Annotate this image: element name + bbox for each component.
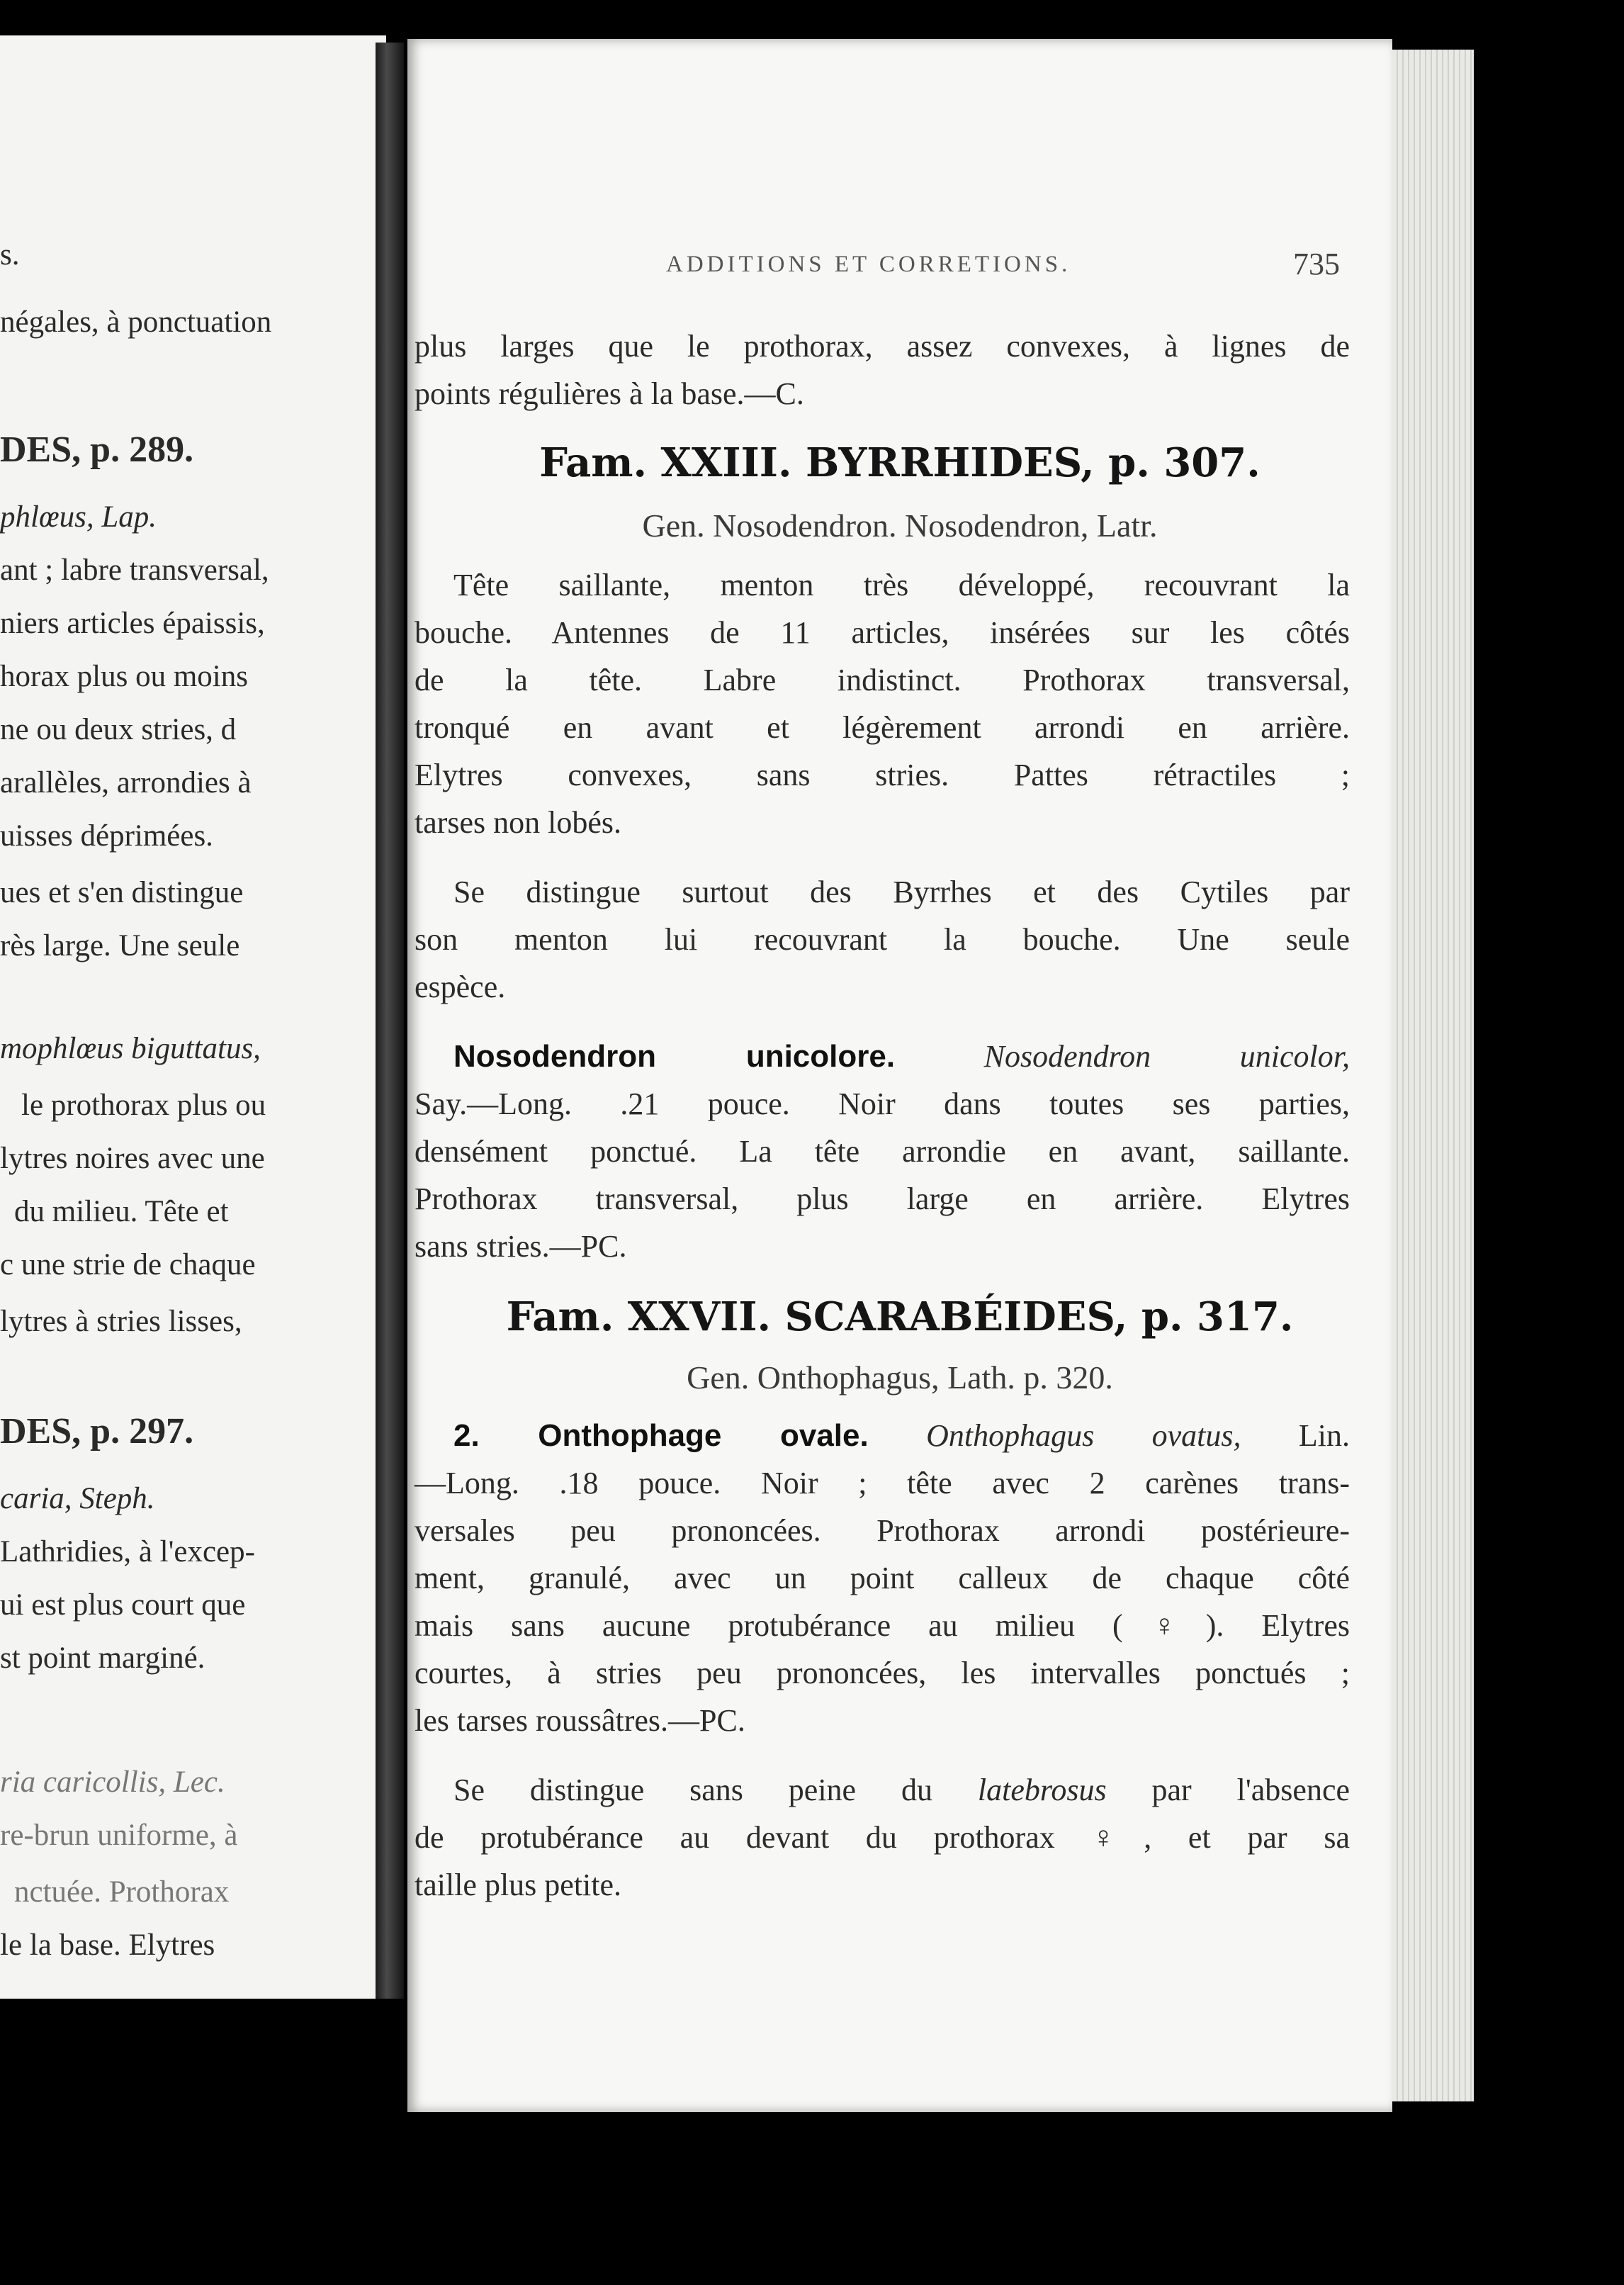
text-line: espèce. bbox=[415, 970, 506, 1004]
left-line: c une strie de chaque bbox=[0, 1248, 256, 1281]
text-line: Elytres convexes, sans stries. Pattes rétractiles ; bbox=[415, 758, 1350, 792]
text-line: sans stries.—PC. bbox=[415, 1229, 627, 1264]
left-heading: DES, p. 297. bbox=[0, 1411, 194, 1452]
text-line: versales peu prononcées. Prothorax arrondi postérieure- bbox=[415, 1513, 1350, 1548]
left-line: niers articles épaissis, bbox=[0, 607, 265, 640]
left-line: horax plus ou moins bbox=[0, 660, 248, 693]
left-line: lytres noires avec une bbox=[0, 1142, 265, 1175]
genus-heading: Gen. Nosodendron. Nosodendron, Latr. bbox=[642, 507, 1158, 544]
page-number: 735 bbox=[1293, 247, 1340, 281]
species-name-fr: Nosodendron unicolore. bbox=[453, 1039, 896, 1074]
text-line: bouche. Antennes de 11 articles, insérées sur les côtés bbox=[415, 615, 1350, 650]
left-line: s. bbox=[0, 238, 20, 271]
text-line: Tête saillante, menton très développé, recouvrant la bbox=[453, 568, 1350, 602]
species-name-latin: Onthophagus ovatus, bbox=[926, 1418, 1241, 1453]
genus-heading: Gen. Onthophagus, Lath. p. 320. bbox=[687, 1359, 1113, 1396]
species-reference: latebrosus bbox=[977, 1773, 1107, 1807]
text-line: mais sans aucune protubérance au milieu (♀). Elytres bbox=[415, 1608, 1350, 1643]
text-fragment: Se distingue sans peine du bbox=[453, 1773, 932, 1807]
left-line: arallèles, arrondies à bbox=[0, 766, 252, 799]
text-line: courtes, à stries peu prononcées, les intervalles ponctués ; bbox=[415, 1656, 1350, 1690]
family-heading: Fam. XXVII. SCARABÉIDES, p. 317. bbox=[506, 1293, 1294, 1340]
species-author: Lin. bbox=[1298, 1418, 1350, 1453]
text-line: Say.—Long. .21 pouce. Noir dans toutes ses parties, bbox=[415, 1087, 1350, 1121]
left-line: Lathridies, à l'excep- bbox=[0, 1535, 255, 1568]
left-line: mophlœus biguttatus, bbox=[0, 1032, 261, 1065]
species-entry-line bbox=[415, 1038, 1350, 1074]
text-line: taille plus petite. bbox=[415, 1868, 622, 1902]
text-line: Se distingue surtout des Byrrhes et des Cytiles par bbox=[453, 875, 1350, 909]
left-line: ne ou deux stries, d bbox=[0, 713, 237, 746]
left-line: phlœus, Lap. bbox=[0, 500, 157, 534]
text-line: de la tête. Labre indistinct. Prothorax transversal, bbox=[415, 663, 1350, 697]
left-line: le la base. Elytres bbox=[0, 1929, 215, 1962]
right-page bbox=[407, 39, 1392, 2112]
left-line: ui est plus court que bbox=[0, 1588, 246, 1622]
text-line: les tarses roussâtres.—PC. bbox=[415, 1703, 745, 1738]
text-line: ment, granulé, avec un point calleux de chaque côté bbox=[415, 1561, 1350, 1595]
left-line: st point marginé. bbox=[0, 1641, 205, 1675]
text-line: Prothorax transversal, plus large en arrière. Elytres bbox=[415, 1181, 1350, 1216]
text-line: points régulières à la base.—C. bbox=[415, 376, 804, 411]
book-gutter bbox=[376, 43, 404, 1999]
text-line: tronqué en avant et légèrement arrondi en arrière. bbox=[415, 710, 1350, 745]
left-line: rès large. Une seule bbox=[0, 929, 240, 962]
family-heading: Fam. XXIII. BYRRHIDES, p. 307. bbox=[539, 439, 1261, 486]
left-line: négales, à ponctuation bbox=[0, 305, 272, 339]
left-line: ant ; labre transversal, bbox=[0, 554, 269, 587]
text-line: plus larges que le prothorax, assez convexes, à lignes de bbox=[415, 329, 1350, 364]
text-line: son menton lui recouvrant la bouche. Une seule bbox=[415, 922, 1350, 957]
left-page bbox=[0, 35, 386, 1999]
species-name-latin: Nosodendron unicolor, bbox=[983, 1039, 1350, 1074]
left-line: uisses déprimées. bbox=[0, 819, 213, 853]
text-line: de protubérance au devant du prothorax ♀, et par sa bbox=[415, 1820, 1350, 1855]
left-line: caria, Steph. bbox=[0, 1482, 155, 1515]
running-head: ADDITIONS ET CORRETIONS. bbox=[666, 252, 1071, 277]
page-edges bbox=[1392, 50, 1474, 2101]
left-line: lytres à stries lisses, bbox=[0, 1305, 242, 1338]
left-heading: DES, p. 289. bbox=[0, 430, 194, 470]
species-name-fr: 2. Onthophage ovale. bbox=[453, 1418, 869, 1453]
species-entry-line bbox=[415, 1417, 1350, 1454]
left-line: re-brun uniforme, à bbox=[0, 1819, 238, 1852]
left-line: ues et s'en distingue bbox=[0, 876, 244, 909]
text-line bbox=[415, 1772, 1350, 1808]
text-line: —Long. .18 pouce. Noir ; tête avec 2 carènes trans- bbox=[415, 1466, 1350, 1500]
text-fragment: par l'absence bbox=[1151, 1773, 1350, 1807]
left-line: nctuée. Prothorax bbox=[14, 1875, 230, 1909]
left-line: le prothorax plus ou bbox=[21, 1089, 266, 1122]
text-line: densément ponctué. La tête arrondie en avant, saillante. bbox=[415, 1134, 1350, 1169]
left-line: du milieu. Tête et bbox=[14, 1195, 229, 1228]
left-line: ria caricollis, Lec. bbox=[0, 1765, 225, 1799]
text-line: tarses non lobés. bbox=[415, 805, 622, 840]
